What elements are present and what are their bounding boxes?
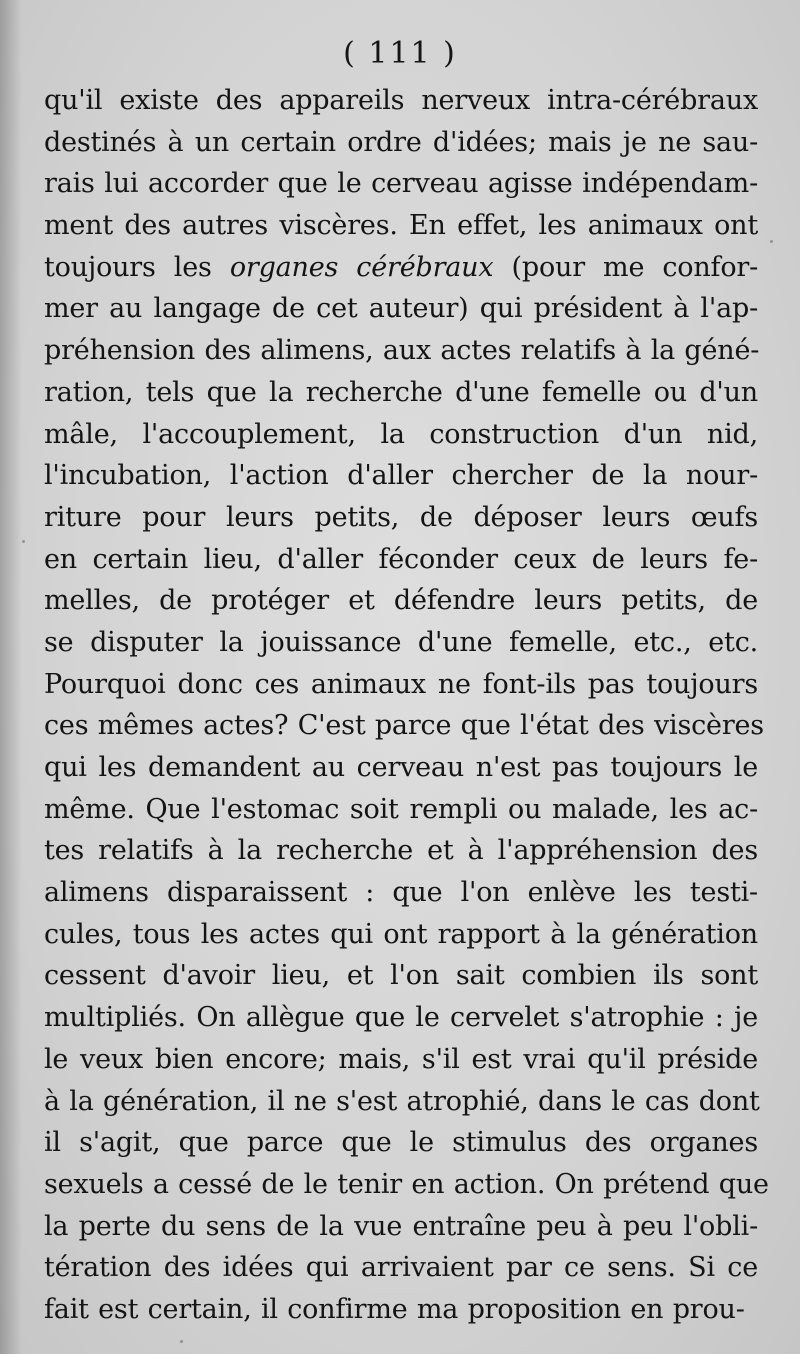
text-line (44, 1164, 769, 1206)
text-segment: en certain lieu, d'aller féconder ceux de leurs fe- (44, 543, 758, 575)
text-segment: fait est certain, il confirme ma proposition en prou- (44, 1293, 745, 1325)
text-line (44, 955, 758, 997)
text-line (44, 455, 758, 497)
text-line (44, 1122, 758, 1164)
text-line (44, 830, 758, 872)
text-segment: à la génération, il ne s'est atrophié, dans le cas dont (44, 1085, 760, 1117)
body-text (44, 80, 769, 1331)
text-segment: mâle, l'accouplement, la construction d'un nid, (44, 418, 758, 450)
italic-phrase: organes cérébraux (229, 251, 494, 283)
text-segment: ment des autres viscères. En effet, les animaux ont (44, 210, 758, 242)
text-segment: se disputer la jouissance d'une femelle, etc., etc. (44, 626, 758, 658)
text-segment: multipliés. On allègue que le cervelet s'atrophie : je (44, 1002, 758, 1034)
text-segment: rais lui accorder que le cerveau agisse indépendam- (44, 168, 758, 200)
text-segment: melles, de protéger et défendre leurs petits, de (44, 585, 758, 617)
text-segment: ration, tels que la recherche d'une femelle ou d'un (44, 376, 758, 408)
text-line (44, 372, 758, 414)
text-segment: la perte du sens de la vue entraîne peu à peu l'obli- (44, 1210, 758, 1242)
text-segment: le veux bien encore; mais, s'il est vrai qu'il préside (44, 1043, 758, 1075)
text-segment: préhension des alimens, aux actes relatifs à la géné- (44, 335, 760, 367)
text-segment: tes relatifs à la recherche et à l'appréhension des (44, 835, 758, 867)
text-line (44, 1289, 758, 1331)
text-segment: (pour me confor- (493, 251, 758, 283)
text-segment: qu'il existe des appareils nerveux intra-cérébraux (44, 85, 758, 116)
text-line (44, 1247, 758, 1289)
text-line (44, 747, 758, 789)
text-segment: riture pour leurs petits, de déposer leurs œufs (44, 501, 758, 533)
text-segment: ces mêmes actes? C'est parce que l'état des viscères (44, 710, 764, 742)
page-number: ( 111 ) (343, 36, 457, 71)
text-line (44, 80, 758, 122)
text-segment: il s'agit, que parce que le stimulus des organes (44, 1127, 758, 1159)
text-line (44, 1206, 758, 1248)
text-segment: destinés à un certain ordre d'idées; mais je ne sau- (44, 126, 758, 158)
paper-speck (22, 540, 25, 543)
text-segment: cessent d'avoir lieu, et l'on sait combien ils sont (44, 960, 758, 992)
text-line (44, 705, 764, 747)
text-segment: alimens disparaissent : que l'on enlève les testi- (44, 877, 758, 909)
text-line (44, 1081, 758, 1123)
text-line (44, 122, 758, 164)
text-line (44, 497, 758, 539)
text-line (44, 1039, 758, 1081)
text-line (44, 414, 758, 456)
text-segment: sexuels a cessé de le tenir en action. On prétend que (44, 1168, 769, 1200)
text-line (44, 914, 758, 956)
text-segment: Pourquoi donc ces animaux ne font-ils pas toujours (44, 668, 758, 700)
text-line (44, 580, 758, 622)
text-segment: même. Que l'estomac soit rempli ou malade, les ac- (44, 793, 758, 825)
text-line (44, 664, 758, 706)
text-segment: l'incubation, l'action d'aller chercher de la nour- (44, 460, 758, 492)
text-line (44, 789, 758, 831)
text-segment: toujours les (44, 251, 230, 283)
text-segment: tération des idées qui arrivaient par ce sens. Si ce (44, 1252, 758, 1284)
text-line (44, 872, 758, 914)
text-segment: mer au langage de cet auteur) qui président à l'ap- (44, 293, 758, 325)
paper-speck (180, 1340, 183, 1343)
paper-speck (770, 240, 773, 243)
text-line (44, 539, 758, 581)
text-line (44, 288, 758, 330)
text-line (44, 247, 758, 289)
text-segment: cules, tous les actes qui ont rapport à la génération (44, 918, 758, 950)
text-segment: qui les demandent au cerveau n'est pas toujours le (44, 752, 758, 783)
text-line (44, 330, 758, 372)
text-line (44, 163, 758, 205)
text-line (44, 205, 758, 247)
text-line (44, 997, 758, 1039)
text-line (44, 622, 758, 664)
